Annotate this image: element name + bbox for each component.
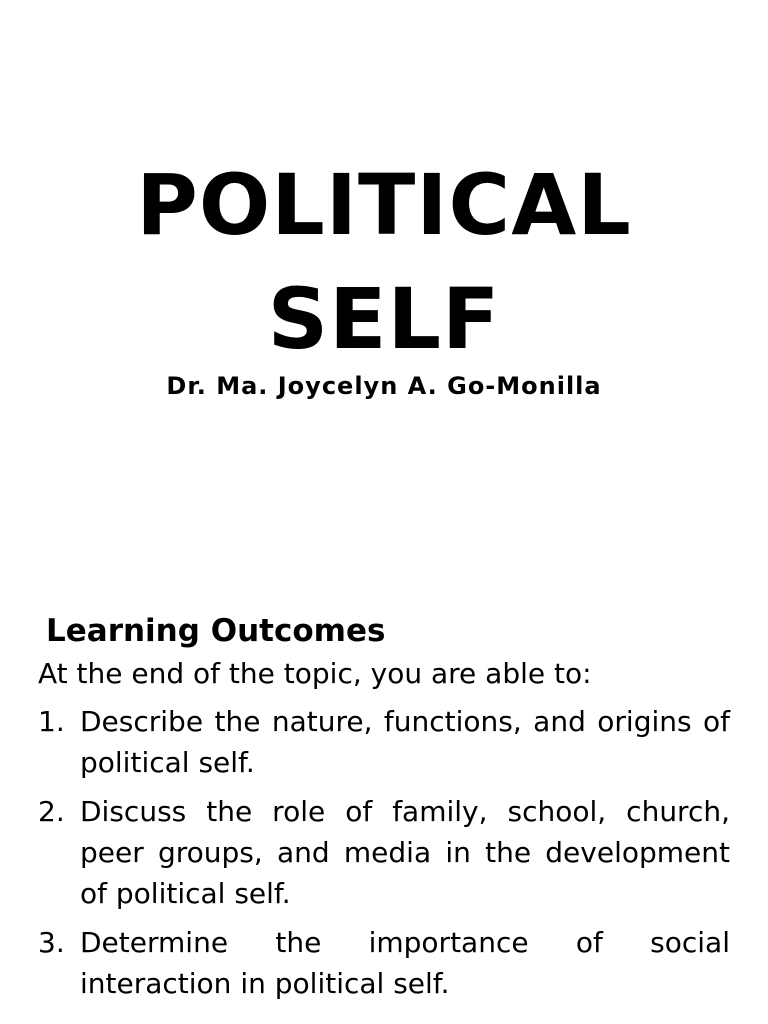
slide-title — [0, 148, 768, 376]
outcome-text: Determine the importance of social interaction in political self. — [80, 926, 730, 1000]
outcome-item — [38, 922, 730, 1004]
author-name: Dr. Ma. Joycelyn A. Go-Monilla — [166, 372, 602, 400]
outcome-item — [38, 791, 730, 914]
title-line-2: SELF — [267, 270, 501, 368]
outcome-number: 2. — [38, 795, 65, 828]
outcome-item — [38, 701, 730, 783]
outcome-text: Discuss the role of family, school, church, peer groups, and media in the development of political self. — [80, 795, 730, 910]
outcome-number: 3. — [38, 926, 65, 959]
outcome-number: 1. — [38, 705, 65, 738]
learning-outcomes-list — [38, 701, 730, 1012]
learning-outcomes-intro: At the end of the topic, you are able to: — [38, 657, 592, 690]
outcome-text: Describe the nature, functions, and origins of political self. — [80, 705, 730, 779]
title-line-1: POLITICAL — [136, 156, 632, 254]
learning-outcomes-heading: Learning Outcomes — [46, 613, 386, 649]
